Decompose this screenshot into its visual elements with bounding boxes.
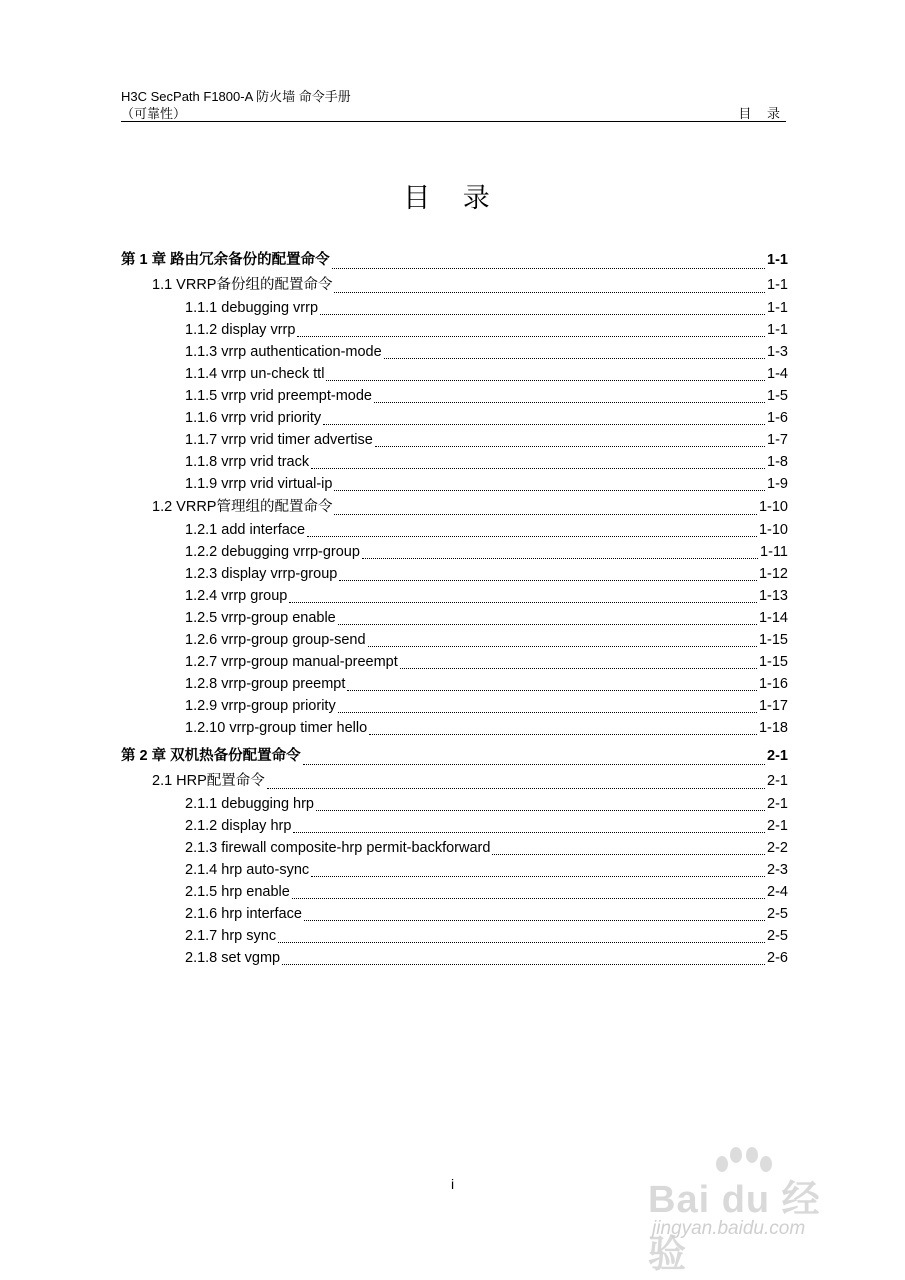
- toc-entry-page: 1-8: [767, 454, 788, 470]
- toc-entry-page: 1-1: [767, 322, 788, 338]
- toc-subsection-entry[interactable]: [121, 563, 788, 585]
- toc-section-entry[interactable]: [121, 495, 788, 519]
- toc-entry-page: 1-6: [767, 410, 788, 426]
- header-section-name: 目 录: [738, 106, 786, 121]
- toc-subsection-entry[interactable]: [121, 519, 788, 541]
- toc-dot-leader: [400, 667, 757, 669]
- toc-dot-leader: [303, 763, 765, 765]
- toc-entry-label: 1.2.7 vrrp-group manual-preempt: [185, 654, 398, 670]
- toc-entry-label: 1.1.9 vrrp vrid virtual-ip: [185, 476, 333, 492]
- toc-dot-leader: [492, 853, 765, 855]
- toc-entry-label: 1.1.3 vrrp authentication-mode: [185, 344, 382, 360]
- toc-entry-label: 1.2.5 vrrp-group enable: [185, 610, 336, 626]
- baidu-watermark: [648, 1148, 858, 1276]
- toc-entry-label: 1.2.4 vrrp group: [185, 588, 288, 604]
- toc-entry-page: 1-10: [758, 499, 788, 515]
- toc-dot-leader: [316, 809, 765, 811]
- toc-dot-leader: [362, 557, 758, 559]
- watermark-logo-text: Bai du 经验: [648, 1179, 821, 1276]
- toc-dot-leader: [311, 467, 765, 469]
- toc-dot-leader: [338, 623, 757, 625]
- toc-subsection-entry[interactable]: [121, 607, 788, 629]
- toc-dot-leader: [311, 875, 765, 877]
- toc-subsection-entry[interactable]: [121, 881, 788, 903]
- toc-dot-leader: [282, 963, 765, 965]
- toc-entry-label: 1.1.8 vrrp vrid track: [185, 454, 310, 470]
- toc-subsection-entry[interactable]: [121, 815, 788, 837]
- header-doc-title: H3C SecPath F1800-A 防火墙 命令手册: [121, 89, 351, 104]
- toc-section-entry[interactable]: [121, 273, 788, 297]
- toc-dot-leader: [374, 401, 765, 403]
- toc-entry-page: 2-2: [767, 840, 788, 856]
- page-header: [121, 86, 786, 122]
- toc-subsection-entry[interactable]: [121, 859, 788, 881]
- toc-dot-leader: [368, 645, 757, 647]
- toc-dot-leader: [369, 733, 757, 735]
- toc-entry-page: 1-1: [767, 252, 788, 268]
- toc-dot-leader: [375, 445, 765, 447]
- toc-dot-leader: [347, 689, 757, 691]
- toc-entry-label: 2.1.6 hrp interface: [185, 906, 302, 922]
- toc-subsection-entry[interactable]: [121, 341, 788, 363]
- toc-dot-leader: [339, 579, 757, 581]
- toc-dot-leader: [334, 489, 765, 491]
- toc-subsection-entry[interactable]: [121, 363, 788, 385]
- toc-entry-label: 1.1.6 vrrp vrid priority: [185, 410, 322, 426]
- toc-entry-label: 1.2 VRRP管理组的配置命令: [152, 499, 333, 515]
- toc-dot-leader: [304, 919, 765, 921]
- toc-entry-label: 1.2.10 vrrp-group timer hello: [185, 720, 368, 736]
- page-number: i: [450, 1176, 455, 1192]
- toc-dot-leader: [278, 941, 765, 943]
- toc-entry-label: 1.2.8 vrrp-group preempt: [185, 676, 346, 692]
- toc-dot-leader: [293, 831, 765, 833]
- toc-subsection-entry[interactable]: [121, 407, 788, 429]
- toc-subsection-entry[interactable]: [121, 651, 788, 673]
- header-rule: [121, 121, 786, 122]
- toc-dot-leader: [297, 335, 765, 337]
- toc-entry-page: 2-1: [767, 773, 788, 789]
- toc-subsection-entry[interactable]: [121, 541, 788, 563]
- toc-entry-label: 1.1.4 vrrp un-check ttl: [185, 366, 325, 382]
- toc-entry-page: 1-12: [758, 566, 788, 582]
- toc-entry-label: 1.2.2 debugging vrrp-group: [185, 544, 360, 560]
- toc-entry-label: 第 1 章 路由冗余备份的配置命令: [121, 252, 330, 268]
- toc-dot-leader: [267, 787, 765, 789]
- toc-dot-leader: [334, 291, 765, 293]
- toc-dot-leader: [292, 897, 765, 899]
- toc-entry-page: 1-13: [758, 588, 788, 604]
- toc-entry-page: 1-16: [758, 676, 788, 692]
- toc-entry-label: 1.1.7 vrrp vrid timer advertise: [185, 432, 373, 448]
- header-doc-subtitle: （可靠性）: [121, 106, 187, 121]
- toc-subsection-entry[interactable]: [121, 793, 788, 815]
- toc-dot-leader: [332, 267, 765, 269]
- toc-entry-page: 1-11: [760, 544, 788, 560]
- toc-entry-label: 1.2.3 display vrrp-group: [185, 566, 338, 582]
- toc-entry-label: 2.1.4 hrp auto-sync: [185, 862, 310, 878]
- toc-entry-page: 2-3: [767, 862, 788, 878]
- toc-entry-page: 1-10: [758, 522, 788, 538]
- toc-entry-page: 1-4: [767, 366, 788, 382]
- toc-entry-page: 2-4: [767, 884, 788, 900]
- toc-entry-page: 2-1: [767, 748, 788, 764]
- toc-subsection-entry[interactable]: [121, 451, 788, 473]
- toc-entry-label: 2.1.2 display hrp: [185, 818, 292, 834]
- toc-subsection-entry[interactable]: [121, 629, 788, 651]
- toc-entry-label: 1.1 VRRP备份组的配置命令: [152, 277, 333, 293]
- toc-entry-page: 1-3: [767, 344, 788, 360]
- toc-entry-page: 1-18: [758, 720, 788, 736]
- toc-subsection-entry[interactable]: [121, 947, 788, 969]
- toc-subsection-entry[interactable]: [121, 473, 788, 495]
- toc-subsection-entry[interactable]: [121, 717, 788, 739]
- toc-entry-page: 1-17: [758, 698, 788, 714]
- toc-subsection-entry[interactable]: [121, 673, 788, 695]
- toc-dot-leader: [338, 711, 757, 713]
- toc-entry-label: 第 2 章 双机热备份配置命令: [121, 748, 301, 764]
- toc-subsection-entry[interactable]: [121, 385, 788, 407]
- toc-chapter-entry[interactable]: [121, 247, 788, 273]
- toc-entry-label: 1.2.6 vrrp-group group-send: [185, 632, 366, 648]
- toc-entry-page: 1-1: [767, 277, 788, 293]
- toc-dot-leader: [289, 601, 757, 603]
- toc-entry-page: 1-15: [758, 632, 788, 648]
- toc-subsection-entry[interactable]: [121, 429, 788, 451]
- toc-entry-label: 1.1.2 display vrrp: [185, 322, 296, 338]
- toc-entry-label: 1.2.1 add interface: [185, 522, 306, 538]
- toc-entry-label: 2.1.7 hrp sync: [185, 928, 277, 944]
- toc-dot-leader: [307, 535, 757, 537]
- toc-section-entry[interactable]: [121, 769, 788, 793]
- toc-entry-page: 1-14: [758, 610, 788, 626]
- toc-entry-label: 2.1.3 firewall composite-hrp permit-backforward: [185, 840, 491, 856]
- toc-entry-page: 1-15: [758, 654, 788, 670]
- toc-entry-page: 1-9: [767, 476, 788, 492]
- toc-entry-label: 1.1.1 debugging vrrp: [185, 300, 319, 316]
- toc-entry-label: 2.1.5 hrp enable: [185, 884, 290, 900]
- toc-dot-leader: [323, 423, 765, 425]
- toc-dot-leader: [320, 313, 765, 315]
- toc-entry-page: 2-5: [767, 906, 788, 922]
- table-of-contents: [121, 247, 788, 969]
- toc-subsection-entry[interactable]: [121, 695, 788, 717]
- toc-dot-leader: [384, 357, 765, 359]
- page-title: 目 录: [403, 183, 502, 214]
- toc-subsection-entry[interactable]: [121, 297, 788, 319]
- toc-entry-label: 1.2.9 vrrp-group priority: [185, 698, 336, 714]
- toc-subsection-entry[interactable]: [121, 903, 788, 925]
- toc-subsection-entry[interactable]: [121, 585, 788, 607]
- toc-entry-page: 2-5: [767, 928, 788, 944]
- toc-entry-page: 1-5: [767, 388, 788, 404]
- toc-dot-leader: [326, 379, 765, 381]
- toc-chapter-entry[interactable]: [121, 743, 788, 769]
- toc-subsection-entry[interactable]: [121, 837, 788, 859]
- toc-entry-page: 2-1: [767, 818, 788, 834]
- toc-entry-label: 1.1.5 vrrp vrid preempt-mode: [185, 388, 372, 404]
- toc-entry-page: 1-7: [767, 432, 788, 448]
- toc-entry-label: 2.1 HRP配置命令: [152, 773, 265, 789]
- toc-entry-page: 2-6: [767, 950, 788, 966]
- toc-entry-label: 2.1.1 debugging hrp: [185, 796, 314, 812]
- watermark-url: jingyan.baidu.com: [652, 1218, 806, 1239]
- toc-dot-leader: [334, 513, 756, 515]
- toc-entry-page: 1-1: [767, 300, 788, 316]
- toc-subsection-entry[interactable]: [121, 319, 788, 341]
- toc-entry-label: 2.1.8 set vgmp: [185, 950, 281, 966]
- toc-entry-page: 2-1: [767, 796, 788, 812]
- toc-subsection-entry[interactable]: [121, 925, 788, 947]
